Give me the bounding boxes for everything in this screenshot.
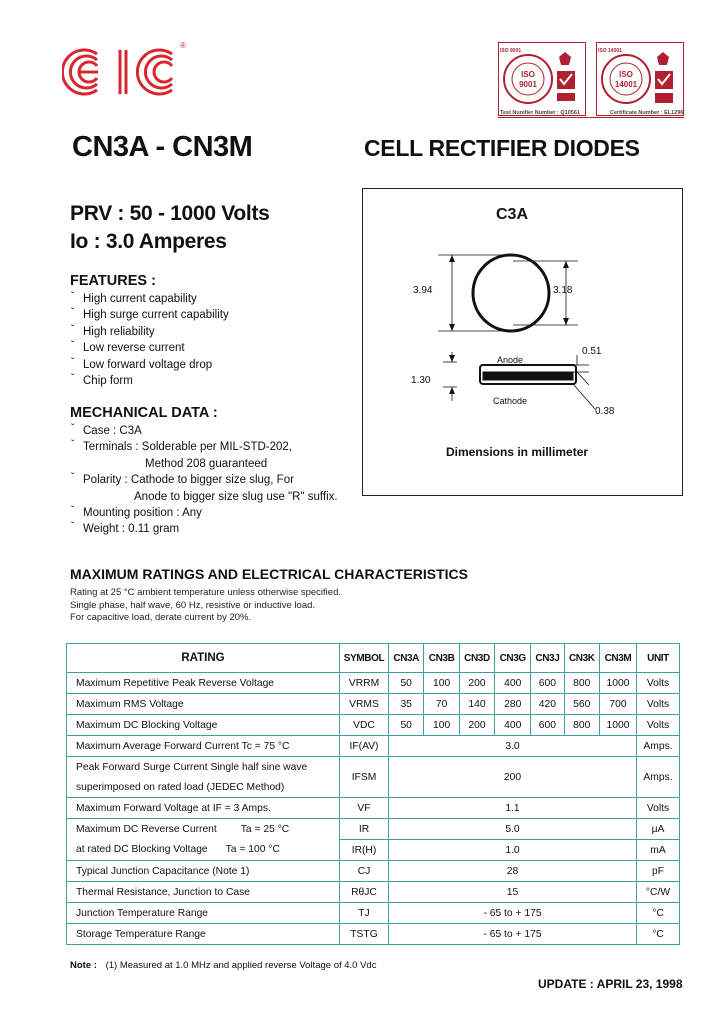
value-cell: 280: [495, 694, 531, 715]
ratings-note: Single phase, half wave, 60 Hz, resistive or inductive load.: [70, 599, 316, 611]
symbol-cell: VF: [340, 798, 389, 819]
unit-cell: Volts: [637, 673, 680, 694]
value-cell: 600: [531, 715, 564, 736]
value-cell: 15: [389, 882, 637, 903]
rating-cell: Storage Temperature Range: [67, 924, 340, 945]
part-range-title: CN3A - CN3M: [72, 131, 253, 163]
rating-cell: Maximum Repetitive Peak Reverse Voltage: [67, 673, 340, 694]
ratings-note: For capacitive load, derate current by 20%.: [70, 612, 252, 624]
header-part: CN3D: [459, 644, 494, 673]
features-list: [69, 291, 229, 389]
dim-bottom-slug: 0.38: [595, 406, 615, 417]
unit-cell: μA: [637, 819, 680, 840]
ratings-table: [66, 643, 680, 945]
unit-cell: °C: [637, 903, 680, 924]
table-row: [67, 840, 680, 861]
footnote: [70, 960, 376, 973]
list-item: ˇ Low forward voltage drop: [71, 356, 213, 371]
symbol-cell: TJ: [340, 903, 389, 924]
svg-text:ISO: ISO: [619, 70, 633, 79]
value-cell: 800: [564, 673, 599, 694]
symbol-cell: IR(H): [340, 840, 389, 861]
rating-cell: Maximum Forward Voltage at IF = 3 Amps.: [67, 798, 340, 819]
symbol-cell: RθJC: [340, 882, 389, 903]
unit-cell: Amps.: [637, 736, 680, 757]
eic-logo: [62, 40, 192, 102]
product-title: CELL RECTIFIER DIODES: [364, 135, 640, 161]
list-item: ˇ Polarity : Cathode to bigger size slug, For: [71, 472, 294, 487]
value-cell: 400: [495, 673, 531, 694]
svg-text:®: ®: [180, 41, 186, 50]
value-cell: 5.0: [389, 819, 637, 840]
rating-cell: Maximum Average Forward Current Tc = 75 °C: [67, 736, 340, 757]
ukas-label: UKAS: [656, 96, 671, 102]
list-item: ˇ Case : C3A: [71, 423, 142, 437]
list-item: ˇ High surge current capability: [71, 307, 229, 322]
value-cell: 1000: [599, 715, 636, 736]
list-item: ˇ Mounting position : Any: [71, 505, 202, 520]
value-cell: 100: [424, 673, 459, 694]
list-item: ˇ High current capability: [71, 291, 197, 305]
header-rating: RATING: [67, 644, 340, 673]
list-item: ˇ Terminals : Solderable per MIL-STD-202,: [71, 439, 292, 454]
dim-height: 1.30: [411, 375, 431, 386]
anode-label: Anode: [497, 355, 524, 365]
value-cell: 35: [389, 694, 424, 715]
value-cell: 100: [424, 715, 459, 736]
package-outline-box: [362, 188, 683, 496]
symbol-cell: CJ: [340, 861, 389, 882]
footnote-text: (1) Measured at 1.0 MHz and applied reverse Voltage of 4.0 Vdc: [105, 960, 377, 971]
table-row: [67, 715, 680, 736]
value-cell: 3.0: [389, 736, 637, 757]
ratings-note: Rating at 25 °C ambient temperature unless otherwise specified.: [70, 587, 341, 598]
symbol-cell: TSTG: [340, 924, 389, 945]
svg-text:9001: 9001: [519, 80, 537, 89]
unit-cell: °C: [637, 924, 680, 945]
value-cell: 800: [564, 715, 599, 736]
list-item: ˇ Low reverse current: [71, 340, 185, 355]
list-item: ˇ Weight : 0.11 gram: [71, 521, 180, 536]
header-part: CN3G: [495, 644, 531, 673]
ratings-notes: [70, 587, 341, 625]
value-cell: 28: [389, 861, 637, 882]
header-part: CN3J: [531, 644, 564, 673]
dim-top-slug: 0.51: [582, 346, 602, 357]
unit-cell: Amps.: [637, 757, 680, 798]
symbol-cell: VDC: [340, 715, 389, 736]
mechanical-heading: MECHANICAL DATA :: [70, 405, 218, 421]
unit-cell: Volts: [637, 715, 680, 736]
dim-inner-diameter: 3.18: [553, 285, 573, 296]
rating-cell: Junction Temperature Range: [67, 903, 340, 924]
table-row: [67, 798, 680, 819]
svg-text:14001: 14001: [614, 80, 638, 89]
symbol-cell: VRRM: [340, 673, 389, 694]
value-cell: 70: [424, 694, 459, 715]
value-cell: 400: [495, 715, 531, 736]
value-cell: 140: [459, 694, 494, 715]
rating-cell: Maximum RMS Voltage: [67, 694, 340, 715]
value-cell: 50: [389, 715, 424, 736]
header-part: CN3M: [599, 644, 636, 673]
symbol-cell: IR: [340, 819, 389, 840]
cert-left-caption: Test Nunifier Number : Q10561: [500, 110, 580, 116]
value-cell: 1.1: [389, 798, 637, 819]
value-cell: - 65 to + 175: [389, 924, 637, 945]
header-part: CN3A: [389, 644, 424, 673]
cert-right-caption: Certificate Number : EL1296: [610, 110, 684, 116]
dim-outer-diameter: 3.94: [413, 285, 433, 296]
prv-rating: PRV : 50 - 1000 Volts: [70, 202, 270, 225]
header-part: CN3K: [564, 644, 599, 673]
symbol-cell: IFSM: [340, 757, 389, 798]
header-symbol: SYMBOL: [340, 644, 389, 673]
svg-text:ISO: ISO: [521, 70, 535, 79]
table-row: [67, 903, 680, 924]
rating-cell: Maximum DC Reverse Current Ta = 25 °C: [67, 819, 340, 840]
cathode-label: Cathode: [493, 396, 528, 406]
value-cell: 200: [459, 715, 494, 736]
table-row: [67, 861, 680, 882]
features-heading: FEATURES :: [70, 273, 156, 289]
header-unit: UNIT: [637, 644, 680, 673]
list-item: ˇ High reliability: [71, 323, 155, 338]
table-row: [67, 924, 680, 945]
value-cell: 700: [599, 694, 636, 715]
iso14001-badge-text: ISO 14001: [598, 48, 622, 54]
dimensions-caption: Dimensions in millimeter: [446, 445, 589, 459]
list-item-continuation: Anode to bigger size slug use "R" suffix.: [134, 490, 338, 503]
header-part: CN3B: [424, 644, 459, 673]
ratings-heading: MAXIMUM RATINGS AND ELECTRICAL CHARACTERISTICS: [70, 566, 468, 582]
value-cell: 420: [531, 694, 564, 715]
unit-cell: Volts: [637, 798, 680, 819]
symbol-cell: IF(AV): [340, 736, 389, 757]
rating-cell: Thermal Resistance, Junction to Case: [67, 882, 340, 903]
value-cell: 1000: [599, 673, 636, 694]
update-date: UPDATE : APRIL 23, 1998: [538, 977, 683, 991]
value-cell: 200: [459, 673, 494, 694]
header-divider: [498, 117, 684, 118]
rating-cell: Peak Forward Surge Current Single half sine wave: [67, 757, 340, 778]
unit-cell: pF: [637, 861, 680, 882]
table-row: [67, 757, 680, 778]
unit-cell: mA: [637, 840, 680, 861]
list-item-continuation: Method 208 guaranteed: [145, 457, 268, 470]
rating-cell: at rated DC Blocking Voltage Ta = 100 °C: [67, 840, 340, 861]
table-row: [67, 694, 680, 715]
table-row: [67, 736, 680, 757]
io-rating: Io : 3.0 Amperes: [70, 230, 227, 253]
value-cell: 1.0: [389, 840, 637, 861]
mechanical-list: [69, 423, 338, 538]
rating-cell: Typical Junction Capacitance (Note 1): [67, 861, 340, 882]
value-cell: - 65 to + 175: [389, 903, 637, 924]
table-header-row: [67, 644, 680, 673]
package-name: C3A: [496, 206, 529, 223]
footnote-label: Note :: [70, 960, 97, 971]
table-row: [67, 819, 680, 840]
iso9001-badge-text: ISO 9001: [500, 48, 522, 54]
value-cell: 200: [389, 757, 637, 798]
value-cell: 50: [389, 673, 424, 694]
value-cell: 600: [531, 673, 564, 694]
rating-cell: superimposed on rated load (JEDEC Method): [67, 777, 340, 798]
symbol-cell: VRMS: [340, 694, 389, 715]
logo-text: EIC: [62, 40, 64, 41]
rating-cell: Maximum DC Blocking Voltage: [67, 715, 340, 736]
list-item: ˇ Chip form: [71, 373, 133, 388]
unit-cell: Volts: [637, 694, 680, 715]
table-row: [67, 673, 680, 694]
value-cell: 560: [564, 694, 599, 715]
unit-cell: °C/W: [637, 882, 680, 903]
table-row: [67, 882, 680, 903]
